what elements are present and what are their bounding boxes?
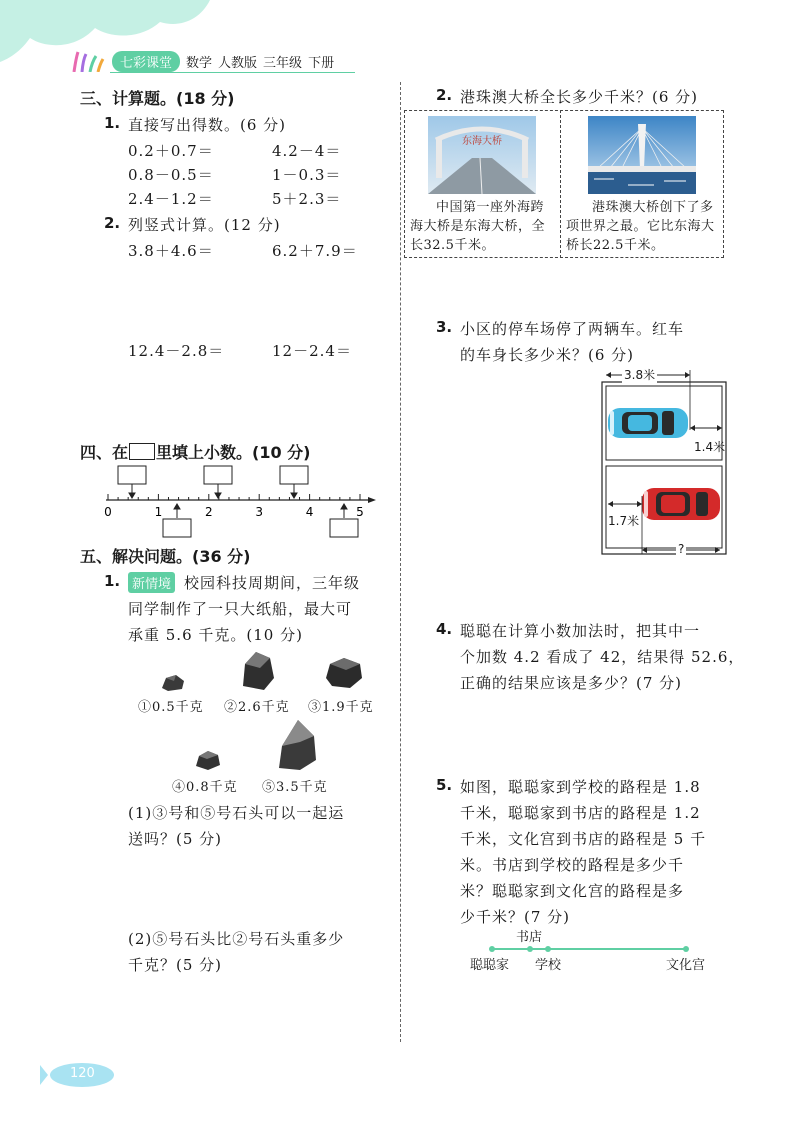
- header-grade: 三年级: [263, 55, 303, 71]
- r-q5-text6: 少千米？(7 分): [460, 908, 571, 926]
- vertical-calc-item: 6.2＋7.9＝: [272, 242, 358, 260]
- s5-q1-sub1a: (1)③号和⑤号石头可以一起运: [128, 804, 345, 822]
- answer-box-bottom-1[interactable]: [163, 519, 191, 537]
- section3-title: 三、计算题。(18 分): [80, 89, 235, 108]
- answer-box-bottom-2[interactable]: [330, 519, 358, 537]
- page-number: 120: [70, 1066, 95, 1081]
- stone-label: ②2.6千克: [224, 700, 290, 715]
- palace-label: 文化宫: [666, 958, 706, 973]
- r-q3-text1: 小区的停车场停了两辆车。红车: [460, 320, 685, 338]
- down-arrows: [129, 484, 297, 498]
- calc-item: 2.4－1.2＝: [128, 190, 214, 208]
- tick-label: 5: [356, 505, 364, 519]
- axis-tick-labels: [104, 505, 364, 519]
- school-point: [545, 946, 551, 952]
- stone-icon: [240, 650, 276, 692]
- stone-label: ①0.5千克: [138, 700, 204, 715]
- coral-icon: [70, 50, 106, 72]
- stone-icon: [276, 716, 318, 772]
- red-car: [642, 488, 720, 520]
- tick-label: 0: [104, 505, 112, 519]
- r-q4-text2: 个加数 4.2 看成了 42，结果得 52.6，: [460, 648, 745, 666]
- calc-item: 0.8－0.5＝: [128, 166, 214, 184]
- dim-left-label: 1.7米: [608, 514, 640, 528]
- bookstore-label: 书店: [516, 930, 543, 945]
- palace-point: [683, 946, 689, 952]
- r-q4-text3: 正确的结果应该是多少？(7 分): [460, 674, 683, 692]
- r-q5-text4: 米。书店到学校的路程是多少千: [460, 856, 685, 874]
- s5-q1-sub2b: 千克？(5 分): [128, 956, 223, 974]
- section4-title-post: 里填上小数。(10 分): [156, 443, 311, 462]
- dim-unknown-label: ?: [678, 542, 685, 556]
- stone-label: ③1.9千克: [308, 700, 374, 715]
- home-point: [489, 946, 495, 952]
- r-q5-label: 5.: [436, 776, 453, 794]
- vertical-calc-item: 12.4－2.8＝: [128, 342, 225, 360]
- blank-box-sample: [129, 443, 155, 460]
- s5-q1-text2: 同学制作了一只大纸船，最大可: [128, 600, 353, 618]
- stone-label: ④0.8千克: [172, 780, 238, 795]
- header-bar: [70, 50, 360, 72]
- r-q4-label: 4.: [436, 620, 453, 638]
- bridge-sign: 东海大桥: [462, 136, 502, 147]
- dim-mid-label: 1.4米: [694, 440, 726, 454]
- vertical-calc-item: 12－2.4＝: [272, 342, 352, 360]
- tick-label: 3: [255, 505, 264, 519]
- vertical-calc-item: 3.8＋4.6＝: [128, 242, 214, 260]
- bookstore-point: [527, 946, 533, 952]
- blue-car: [608, 408, 688, 438]
- header-underline: [110, 72, 355, 73]
- r-q5-text5: 米？聪聪家到文化宫的路程是多: [460, 882, 685, 900]
- axis-arrow: [368, 497, 376, 503]
- s3-q1-text: 直接写出得数。(6 分): [128, 116, 287, 134]
- tick-label: 4: [305, 505, 314, 519]
- brand-pill: 七彩课堂: [112, 51, 180, 72]
- calc-item: 5＋2.3＝: [272, 190, 342, 208]
- donghai-caption: 中国第一座外海跨海大桥是东海大桥，全长32.5千米。: [410, 200, 546, 253]
- calc-item: 4.2－4＝: [272, 142, 342, 160]
- hzmb-bridge-photo: [588, 116, 696, 194]
- header-subject: 数学: [186, 55, 213, 71]
- answer-box-top-2[interactable]: [204, 466, 232, 484]
- section4-title: [80, 440, 310, 463]
- stone-label: ⑤3.5千克: [262, 780, 328, 795]
- dim-top-label: 3.8米: [624, 368, 656, 382]
- number-line: [96, 462, 386, 540]
- r-q5-text1: 如图，聪聪家到学校的路程是 1.8: [460, 778, 701, 796]
- new-context-tag: 新情境: [128, 572, 175, 593]
- home-label: 聪聪家: [470, 958, 510, 973]
- hzmb-caption: 港珠澳大桥创下了多项世界之最。它比东海大桥长22.5千米。: [566, 200, 715, 253]
- r-q2-label: 2.: [436, 86, 453, 104]
- r-q3-label: 3.: [436, 318, 453, 336]
- school-label: 学校: [535, 958, 562, 973]
- stone-icon: [160, 672, 186, 692]
- axis-ticks: [108, 494, 360, 500]
- header-volume: 下册: [308, 55, 335, 71]
- calc-item: 0.2＋0.7＝: [128, 142, 214, 160]
- tick-label: 2: [204, 505, 213, 519]
- answer-box-top-1[interactable]: [118, 466, 146, 484]
- answer-box-top-3[interactable]: [280, 466, 308, 484]
- s5-q1-sub2a: (2)⑤号石头比②号石头重多少: [128, 930, 345, 948]
- donghai-bridge-photo: [428, 116, 536, 194]
- s3-q1-label: 1.: [104, 114, 121, 132]
- s5-q1-text1: 校园科技周期间，三年级: [184, 574, 361, 592]
- r-q3-text2: 的车身长多少米？(6 分): [460, 346, 635, 364]
- r-q4-text1: 聪聪在计算小数加法时，把其中一: [460, 622, 701, 640]
- r-q5-text3: 千米，文化宫到书店的路程是 5 千: [460, 830, 707, 848]
- bridge-box-divider: [560, 110, 561, 258]
- r-q2-text: 港珠澳大桥全长多少千米？(6 分): [460, 88, 699, 106]
- s5-q1-sub1b: 送吗？(5 分): [128, 830, 223, 848]
- stone-icon: [194, 748, 222, 772]
- s3-q2-label: 2.: [104, 214, 121, 232]
- tick-label: 1: [154, 505, 163, 519]
- s5-q1-text3: 承重 5.6 千克。(10 分): [128, 626, 303, 644]
- header-edition: 人教版: [218, 55, 258, 71]
- s5-q1-label: 1.: [104, 572, 121, 590]
- section5-title: 五、解决问题。(36 分): [80, 547, 251, 566]
- section4-title-pre: 四、在: [80, 443, 129, 462]
- column-divider: [400, 82, 401, 1042]
- s3-q2-text: 列竖式计算。(12 分): [128, 216, 281, 234]
- r-q5-text2: 千米，聪聪家到书店的路程是 1.2: [460, 804, 701, 822]
- stone-icon: [324, 656, 364, 690]
- calc-item: 1－0.3＝: [272, 166, 342, 184]
